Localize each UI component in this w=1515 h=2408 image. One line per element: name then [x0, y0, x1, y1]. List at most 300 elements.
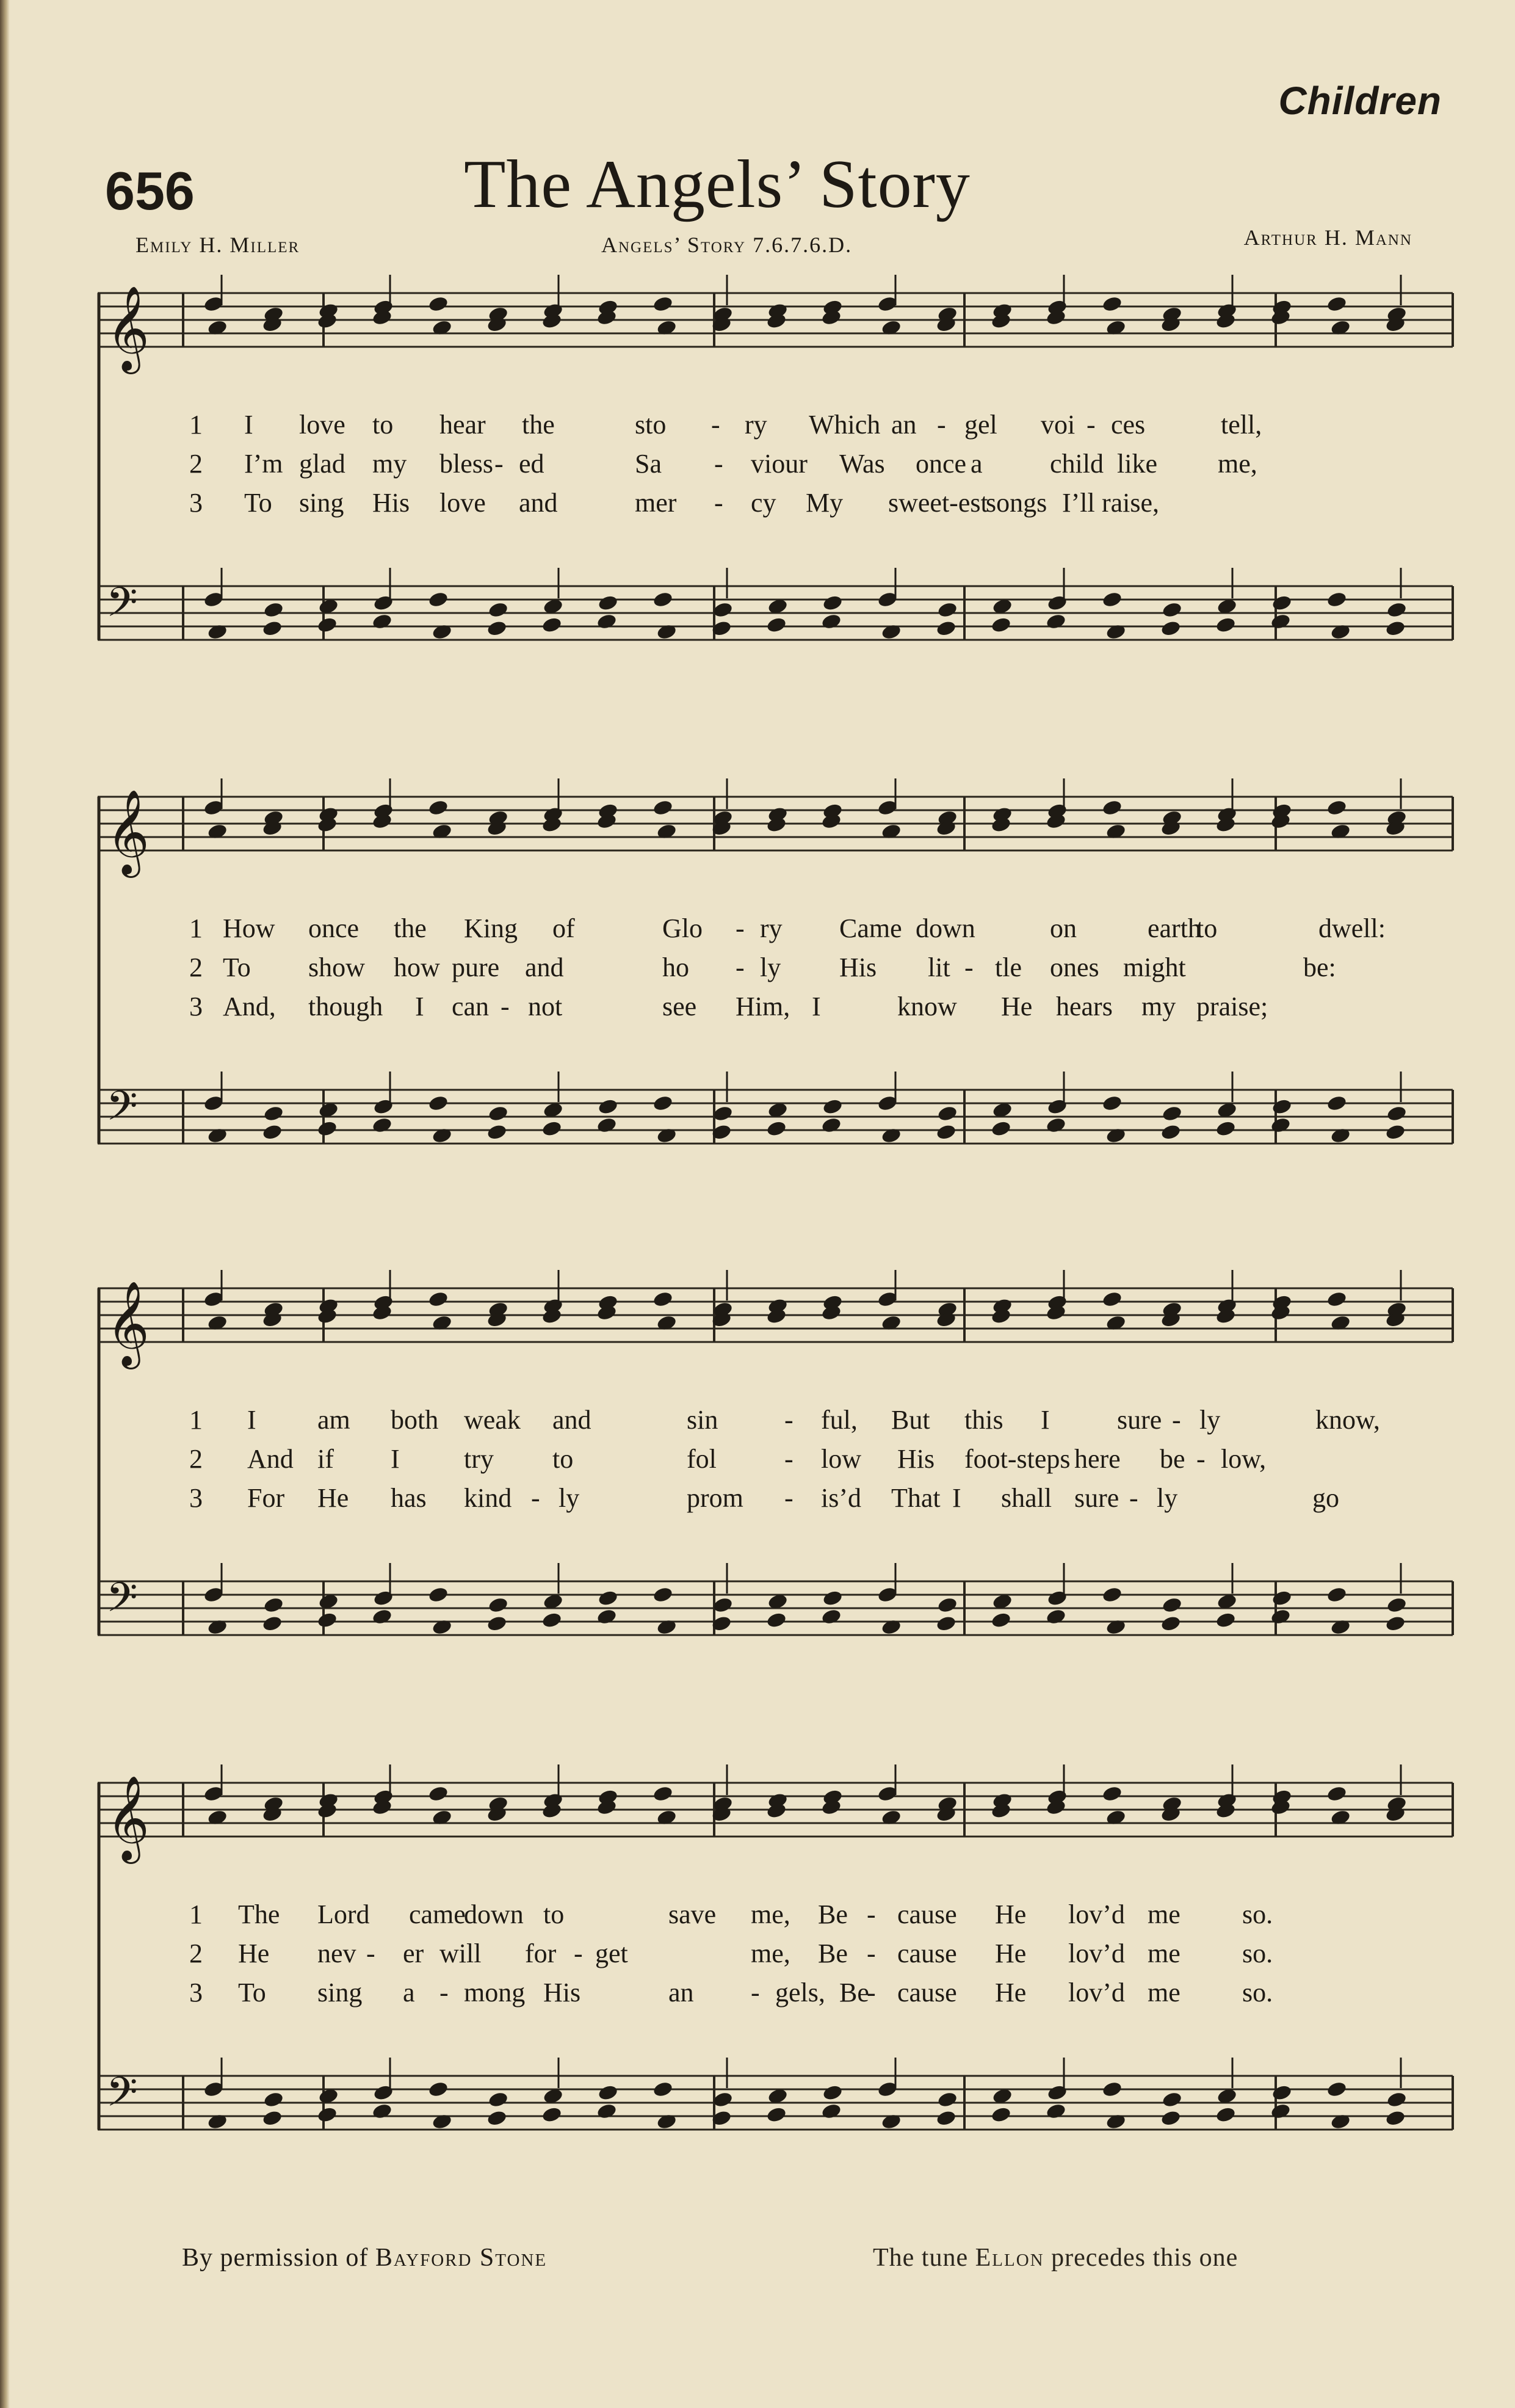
lyric-syllable: an [668, 1978, 694, 2007]
lyric-syllable: - [867, 1938, 876, 1968]
lyric-syllable: - [867, 1978, 876, 2007]
lyric-syllable: - [784, 1405, 794, 1435]
lyric-syllable: down [916, 913, 975, 943]
notehead [486, 1311, 508, 1329]
treble-clef-icon: 𝄞 [106, 789, 150, 874]
lyric-syllable: His [897, 1444, 935, 1474]
notehead [1270, 2102, 1291, 2120]
notehead [317, 1611, 338, 1629]
lyric-syllable: low, [1221, 1444, 1267, 1474]
lyric-syllable: My [806, 488, 844, 518]
notehead [262, 1311, 283, 1329]
lyricist-credit: Emily H. Miller [136, 233, 300, 257]
notehead [766, 1307, 787, 1325]
lyric-syllable: will [439, 1938, 482, 1968]
lyric-syllable: show [308, 952, 365, 982]
lyric-syllable: the [394, 913, 427, 943]
lyric-syllable: - [736, 952, 745, 982]
lyric-syllable: to [543, 1899, 565, 1929]
bass-clef-icon: 𝄢 [106, 579, 138, 636]
notehead [991, 816, 1012, 833]
notehead [766, 1611, 787, 1629]
hymn-title: The Angels’ Story [464, 147, 971, 222]
lyric-syllable: - [784, 1444, 794, 1474]
notehead [1160, 2109, 1182, 2127]
lyric-syllable: - [439, 1978, 449, 2007]
notehead [820, 1304, 842, 1321]
lyric-syllable: save [668, 1899, 717, 1929]
music-system-4 [98, 1758, 1459, 2235]
notehead [1270, 812, 1291, 830]
notehead [937, 1596, 958, 1614]
notehead [1045, 1798, 1066, 1816]
verse-number: 3 [189, 992, 203, 1021]
lyric-syllable: ful, [821, 1405, 858, 1435]
permission-holder: Bayford Stone [375, 2244, 548, 2272]
notehead [486, 1805, 508, 1823]
page-binding-edge [0, 0, 10, 2408]
notehead [652, 295, 673, 313]
notehead [766, 616, 787, 634]
notehead [1045, 2102, 1066, 2120]
lyric-syllable: Sa [635, 449, 662, 479]
notehead [488, 2091, 509, 2108]
notehead [262, 1615, 283, 1633]
notehead [652, 1094, 673, 1112]
hymn-number: 656 [105, 161, 195, 221]
lyric-syllable: to [1196, 913, 1218, 943]
notehead [1101, 799, 1123, 816]
notehead [1386, 1596, 1408, 1614]
notehead [820, 2102, 842, 2120]
lyric-syllable: Be [818, 1899, 848, 1929]
notehead [371, 1304, 392, 1321]
section-label: Children [1278, 79, 1442, 123]
notehead [1215, 1120, 1237, 1137]
notehead [486, 819, 508, 837]
notehead [1215, 1307, 1237, 1325]
notehead [1160, 620, 1182, 637]
notehead [820, 308, 842, 326]
notehead [991, 1611, 1012, 1629]
notehead [1326, 1290, 1347, 1308]
lyric-syllable: once [916, 449, 967, 479]
lyric-syllable: my [372, 449, 407, 479]
lyric-syllable: see [662, 992, 697, 1021]
verse-number: 3 [189, 1978, 203, 2007]
lyric-syllable: to [552, 1444, 574, 1474]
notehead [936, 620, 957, 637]
lyric-syllable: and [519, 488, 558, 518]
notehead [317, 816, 338, 833]
lyric-syllable: the [522, 410, 555, 440]
notehead [1215, 816, 1237, 833]
treble-staff [98, 778, 1453, 878]
verse-number: 3 [189, 488, 203, 518]
tune-note-suffix: precedes this one [1051, 2244, 1238, 2272]
lyric-syllable: I [952, 1483, 961, 1513]
notehead [1386, 1104, 1408, 1122]
notehead [541, 1307, 563, 1325]
lyric-syllable: an [891, 410, 917, 440]
lyric-syllable: if [317, 1444, 334, 1474]
lyric-syllable: can [452, 992, 490, 1021]
notehead [1045, 612, 1066, 630]
lyric-syllable: - [937, 410, 946, 440]
notehead [1162, 1596, 1183, 1614]
music-system-1 [98, 269, 1459, 745]
lyric-syllable: kind [464, 1483, 512, 1513]
lyric-syllable: know, [1315, 1405, 1380, 1435]
lyric-syllable: - [964, 952, 974, 982]
notehead [766, 816, 787, 833]
notehead [427, 1290, 449, 1308]
lyric-syllable: me, [751, 1899, 790, 1929]
notehead [596, 1304, 617, 1321]
notehead [488, 601, 509, 618]
notehead [371, 308, 392, 326]
verse-line-1 [98, 913, 1459, 948]
lyric-syllable: I [247, 1405, 256, 1435]
lyric-syllable: I’m [244, 449, 283, 479]
notehead [652, 1586, 673, 1603]
lyric-syllable: And, [223, 992, 276, 1021]
notehead [652, 590, 673, 608]
notehead [1270, 1798, 1291, 1816]
lyric-syllable: here [1074, 1444, 1121, 1474]
notehead [262, 1805, 283, 1823]
lyric-syllable: Lord [317, 1899, 370, 1929]
treble-clef-icon: 𝄞 [106, 1281, 150, 1366]
notehead [1270, 1116, 1291, 1134]
notehead [1162, 2091, 1183, 2108]
notehead [820, 812, 842, 830]
lyric-syllable: how [394, 952, 440, 982]
lyric-syllable: - [714, 449, 723, 479]
lyric-syllable: Which [809, 410, 881, 440]
tune-meter-credit: Angels’ Story 7.6.7.6.D. [601, 233, 853, 257]
lyric-syllable: ces [1111, 410, 1146, 440]
lyric-syllable: - [1172, 1405, 1181, 1435]
lyric-syllable: came [409, 1899, 466, 1929]
treble-staff [98, 1270, 1453, 1369]
notehead [991, 1802, 1012, 1819]
notehead [598, 1098, 619, 1115]
verse-number: 2 [189, 1938, 203, 1968]
lyric-syllable: once [308, 913, 360, 943]
lyric-syllable: is’d [821, 1483, 861, 1513]
notehead [317, 1307, 338, 1325]
notehead [936, 819, 957, 837]
notehead [427, 1586, 449, 1603]
notehead [263, 1104, 284, 1122]
notehead [1270, 1304, 1291, 1321]
lyric-syllable: He [238, 1938, 270, 1968]
lyric-syllable: of [552, 913, 575, 943]
lyric-syllable: - [867, 1899, 876, 1929]
notehead [1101, 2080, 1123, 2098]
lyric-syllable: me [1148, 1978, 1181, 2007]
notehead [1270, 1608, 1291, 1625]
lyric-syllable: for [525, 1938, 557, 1968]
lyric-syllable: I’ll [1062, 488, 1095, 518]
notehead [1270, 308, 1291, 326]
notehead [488, 1596, 509, 1614]
lyric-syllable: me [1148, 1938, 1181, 1968]
lyric-syllable: cause [897, 1938, 957, 1968]
lyric-syllable: sweet-est [888, 488, 988, 518]
bass-clef-icon: 𝄢 [106, 1574, 138, 1631]
notehead [936, 316, 957, 333]
music-system-3 [98, 1264, 1459, 1740]
verse-line-3 [98, 1977, 1459, 2012]
notehead [1326, 590, 1347, 608]
lyric-syllable: me [1148, 1899, 1181, 1929]
lyric-syllable: songs [986, 488, 1047, 518]
lyric-syllable: For [247, 1483, 285, 1513]
notehead [427, 2080, 449, 2098]
lyric-syllable: I [1041, 1405, 1050, 1435]
lyric-syllable: tell, [1221, 410, 1262, 440]
notehead [1326, 799, 1347, 816]
verse-number: 2 [189, 1444, 203, 1474]
lyric-syllable: lov’d [1068, 1938, 1125, 1968]
notehead [822, 1589, 844, 1607]
lyric-syllable: be [1160, 1444, 1185, 1474]
lyric-syllable: - [736, 913, 745, 943]
lyric-syllable: though [308, 992, 383, 1021]
lyric-syllable: might [1123, 952, 1186, 982]
notehead [766, 2106, 787, 2123]
lyric-syllable: sto [635, 410, 667, 440]
notehead [263, 601, 284, 618]
notehead [486, 316, 508, 333]
lyric-syllable: Be [818, 1938, 848, 1968]
verse-line-3 [98, 487, 1459, 523]
bass-staff [98, 2058, 1453, 2130]
lyric-syllable: cause [897, 1899, 957, 1929]
notehead [371, 1116, 392, 1134]
lyric-syllable: my [1141, 992, 1176, 1021]
lyric-syllable: sin [687, 1405, 718, 1435]
notehead [427, 799, 449, 816]
lyric-syllable: He [1001, 992, 1033, 1021]
verse-line-2 [98, 1443, 1459, 1479]
verse-line-3 [98, 991, 1459, 1026]
notehead [371, 612, 392, 630]
lyric-syllable: ho [662, 952, 689, 982]
lyric-syllable: both [391, 1405, 439, 1435]
lyric-syllable: a [403, 1978, 415, 2007]
lyric-syllable: hears [1056, 992, 1113, 1021]
composer-credit: Arthur H. Mann [1243, 225, 1412, 250]
lyric-syllable: cause [897, 1978, 957, 2007]
verse-line-3 [98, 1482, 1459, 1518]
lyric-syllable: - [784, 1483, 794, 1513]
notehead [820, 612, 842, 630]
lyric-syllable: love [299, 410, 345, 440]
lyric-syllable: a [971, 449, 983, 479]
lyric-syllable: mer [635, 488, 677, 518]
verse-number: 1 [189, 410, 203, 440]
lyric-syllable: How [223, 913, 275, 943]
lyric-syllable: so. [1242, 1978, 1273, 2007]
lyric-syllable: and [552, 1405, 591, 1435]
lyric-syllable: on [1050, 913, 1077, 943]
notehead [486, 1615, 508, 1633]
lyric-syllable: pure [452, 952, 500, 982]
notehead [766, 1120, 787, 1137]
lyric-syllable: so. [1242, 1899, 1273, 1929]
notehead [1386, 2091, 1408, 2108]
bass-clef-icon: 𝄢 [106, 1083, 138, 1139]
lyric-syllable: to [372, 410, 394, 440]
verse-number: 1 [189, 1405, 203, 1435]
verse-line-1 [98, 409, 1459, 444]
lyric-syllable: sure [1074, 1483, 1119, 1513]
notehead [596, 1608, 617, 1625]
notehead [991, 1307, 1012, 1325]
notehead [371, 1608, 392, 1625]
lyric-syllable: King [464, 913, 518, 943]
notehead [1326, 1785, 1347, 1802]
notehead [371, 2102, 392, 2120]
lyric-syllable: has [391, 1483, 427, 1513]
notehead [937, 601, 958, 618]
notehead [541, 1802, 563, 1819]
tune-order-note [873, 2243, 1238, 2272]
lyric-syllable: earth [1148, 913, 1201, 943]
lyric-syllable: low [821, 1444, 861, 1474]
notehead [1385, 819, 1406, 837]
notehead [1160, 1805, 1182, 1823]
notehead [1271, 1098, 1293, 1115]
notehead [1385, 1805, 1406, 1823]
lyric-syllable: down [464, 1899, 524, 1929]
notehead [317, 2106, 338, 2123]
notehead [263, 2091, 284, 2108]
notehead [598, 594, 619, 612]
lyric-syllable: Him, [736, 992, 790, 1021]
notehead [263, 1596, 284, 1614]
notehead [262, 2109, 283, 2127]
notehead [652, 2080, 673, 2098]
lyric-syllable: He [995, 1938, 1027, 1968]
lyric-syllable: - [1087, 410, 1096, 440]
notehead [822, 1098, 844, 1115]
verse-number: 1 [189, 1899, 203, 1929]
notehead [486, 2109, 508, 2127]
notehead [822, 2084, 844, 2102]
notehead [936, 1311, 957, 1329]
notehead [262, 819, 283, 837]
notehead [1160, 819, 1182, 837]
lyric-syllable: Was [839, 449, 885, 479]
lyric-syllable: voi [1041, 410, 1076, 440]
lyric-syllable: ly [760, 952, 781, 982]
notehead [596, 1116, 617, 1134]
notehead [652, 799, 673, 816]
notehead [317, 616, 338, 634]
lyric-syllable: - [494, 449, 504, 479]
lyric-syllable: ly [1199, 1405, 1221, 1435]
notehead [1326, 295, 1347, 313]
notehead [1101, 1785, 1123, 1802]
notehead [1101, 1586, 1123, 1603]
notehead [596, 1798, 617, 1816]
bass-staff [98, 1072, 1453, 1144]
lyric-syllable: foot-steps [964, 1444, 1071, 1474]
notehead [598, 1589, 619, 1607]
lyric-syllable: I [244, 410, 253, 440]
notehead [822, 594, 844, 612]
lyric-syllable: But [891, 1405, 930, 1435]
lyric-syllable: ones [1050, 952, 1099, 982]
treble-clef-icon: 𝄞 [106, 286, 150, 371]
verse-number: 2 [189, 952, 203, 982]
notehead [488, 1104, 509, 1122]
notehead [486, 1123, 508, 1141]
treble-staff [98, 1764, 1453, 1864]
notehead [1160, 1615, 1182, 1633]
lyric-syllable: know [897, 992, 957, 1021]
notehead [262, 316, 283, 333]
lyric-syllable: - [574, 1938, 583, 1968]
notehead [766, 1802, 787, 1819]
verse-number: 2 [189, 449, 203, 479]
treble-staff [98, 275, 1453, 374]
lyric-syllable: raise, [1102, 488, 1160, 518]
verse-line-2 [98, 448, 1459, 484]
lyric-syllable: - [1196, 1444, 1206, 1474]
notehead [1270, 612, 1291, 630]
notehead [820, 1608, 842, 1625]
lyric-syllable: I [415, 992, 424, 1021]
lyric-syllable: ly [559, 1483, 580, 1513]
notehead [1271, 2084, 1293, 2102]
lyric-syllable: To [244, 488, 272, 518]
notehead [317, 1802, 338, 1819]
lyric-syllable: - [366, 1938, 375, 1968]
notehead [766, 312, 787, 330]
treble-clef-icon: 𝄞 [106, 1775, 150, 1860]
lyric-syllable: Came [839, 913, 902, 943]
notehead [262, 1123, 283, 1141]
lyric-syllable: glad [299, 449, 345, 479]
lyric-syllable: Be [839, 1978, 869, 2007]
notehead [1385, 1311, 1406, 1329]
notehead [486, 620, 508, 637]
notehead [1386, 601, 1408, 618]
notehead [652, 1290, 673, 1308]
lyric-syllable: shall [1001, 1483, 1052, 1513]
lyric-syllable: Glo [662, 913, 703, 943]
notehead [936, 1615, 957, 1633]
notehead [427, 1094, 449, 1112]
lyric-syllable: He [995, 1899, 1027, 1929]
music-system-2 [98, 772, 1459, 1249]
lyric-syllable: viour [751, 449, 808, 479]
lyric-syllable: - [711, 410, 720, 440]
lyric-syllable: cy [751, 488, 776, 518]
notehead [820, 1116, 842, 1134]
notehead [1160, 1311, 1182, 1329]
notehead [1101, 295, 1123, 313]
lyric-syllable: hear [439, 410, 486, 440]
lyric-syllable: weak [464, 1405, 521, 1435]
lyric-syllable: ed [519, 449, 544, 479]
lyric-syllable: prom [687, 1483, 743, 1513]
